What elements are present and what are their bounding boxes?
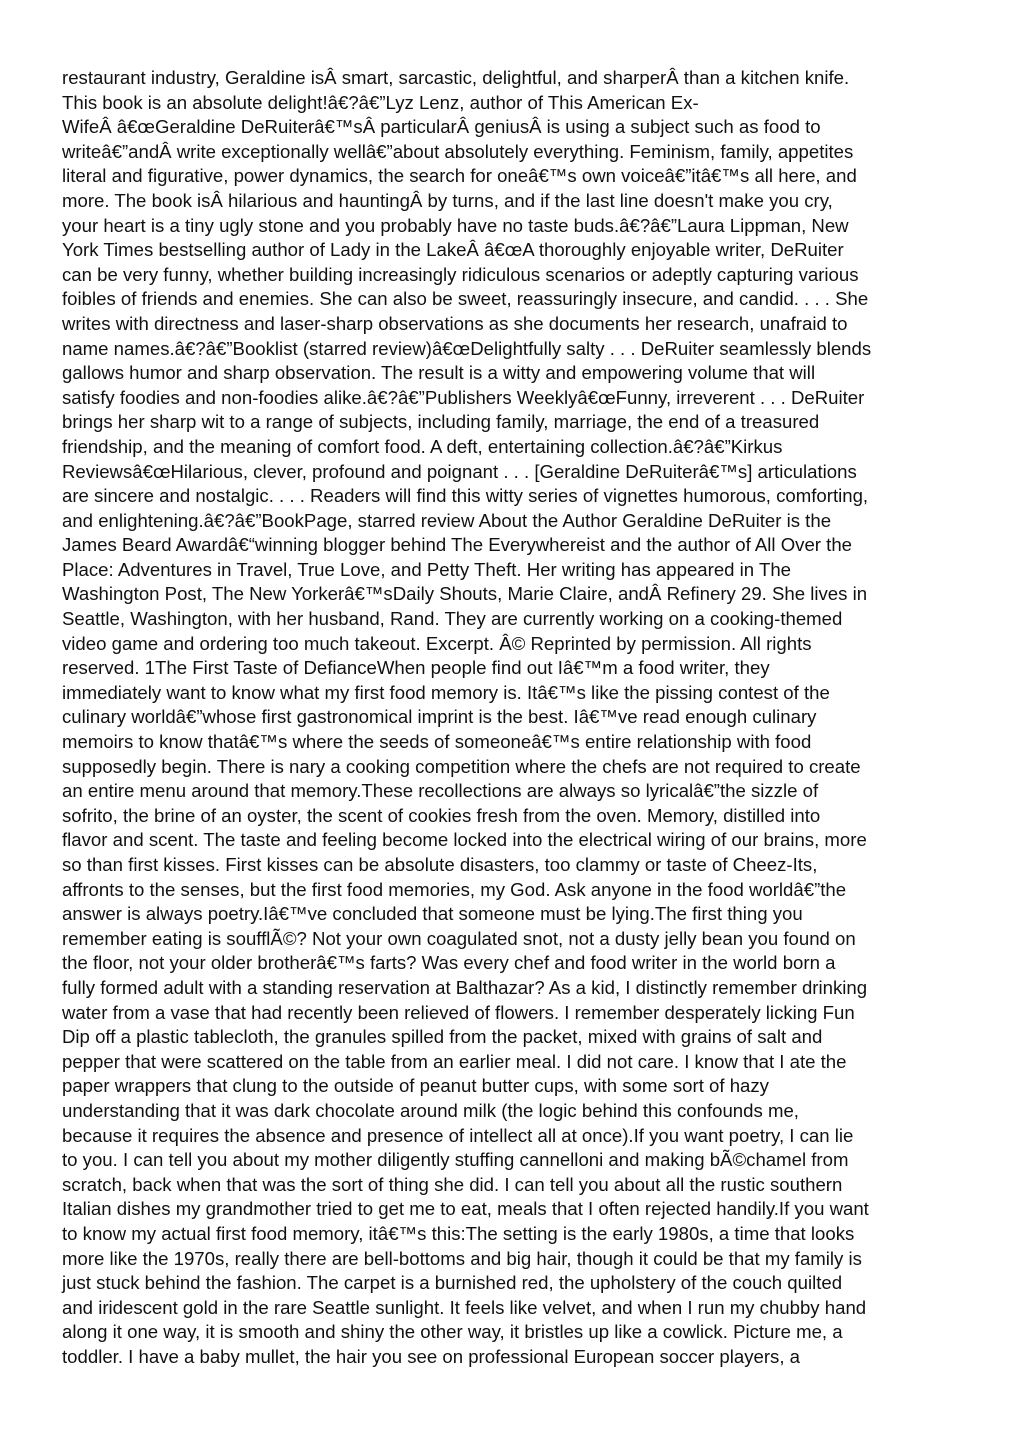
text-line: Reviewsâ€œHilarious, clever, profound and poignant . . . [Geraldine DeRuiterâ€™s] articulations [62, 460, 857, 482]
document-page [62, 66, 972, 1369]
text-line: culinary worldâ€”whose first gastronomical imprint is the best. Iâ€™ve read enough culinary [62, 706, 817, 728]
text-line: restaurant industry, Geraldine isÂ smart, sarcastic, delightful, and sharperÂ than a kitchen knife. [62, 67, 850, 88]
text-line: more. The book isÂ hilarious and hauntingÂ by turns, and if the last line doesn't make you cry, [62, 189, 833, 211]
text-line: an entire menu around that memory.These recollections are always so lyricalâ€”the sizzle of [62, 780, 819, 802]
text-line: so than first kisses. First kisses can be absolute disasters, too clammy or taste of Cheez-Its, [62, 854, 818, 875]
text-line: name names.â€?â€”Booklist (starred review)â€œDelightfully salty . . . DeRuiter seamlessly blends [62, 337, 872, 359]
text-line: York Times bestselling author of Lady in the LakeÂ â€œA thoroughly enjoyable writer, DeRuiter [62, 239, 844, 261]
text-line: reserved. 1The First Taste of DefianceWhen people find out Iâ€™m a food writer, they [62, 657, 770, 679]
text-line: paper wrappers that clung to the outside of peanut butter cups, with some sort of hazy [62, 1075, 769, 1097]
text-line: toddler. I have a baby mullet, the hair you see on professional European soccer players, a [62, 1345, 800, 1367]
text-line: Washington Post, The New Yorkerâ€™sDaily Shouts, Marie Claire, andÂ Refinery 29. She lives in [62, 583, 868, 605]
text-line: more like the 1970s, really there are bell-bottoms and big hair, though it could be that my family is [62, 1247, 862, 1269]
text-line: along it one way, it is smooth and shiny the other way, it bristles up like a cowlick. Picture me, a [62, 1321, 843, 1343]
text-line: memoirs to know thatâ€™s where the seeds of someoneâ€™s entire relationship with food [62, 731, 812, 753]
text-line: and enlightening.â€?â€”BookPage, starred review About the Author Geraldine DeRuiter is the [62, 509, 832, 531]
text-line: fully formed adult with a standing reservation at Balthazar? As a kid, I distinctly remember drinking [62, 976, 868, 998]
text-line: to know my actual first food memory, itâ€™s this:The setting is the early 1980s, a time that looks [62, 1222, 855, 1244]
text-line: video game and ordering too much takeout. Excerpt. Â© Reprinted by permission. All rights [62, 632, 812, 654]
text-line: immediately want to know what my first food memory is. Itâ€™s like the pissing contest of the [62, 681, 830, 703]
text-line: pepper that were scattered on the table from an earlier meal. I did not care. I know that I ate the [62, 1050, 847, 1072]
text-line: literal and figurative, power dynamics, the search for oneâ€™s own voiceâ€”itâ€™s all here, and [62, 165, 857, 187]
text-line: supposedly begin. There is nary a cooking competition where the chefs are not required to create [62, 755, 861, 777]
text-line: friendship, and the meaning of comfort food. A deft, entertaining collection.â€?â€”Kirkus [62, 435, 783, 457]
text-line: the floor, not your older brotherâ€™s farts? Was every chef and food writer in the world born a [62, 952, 836, 974]
text-line: writeâ€”andÂ write exceptionally wellâ€”about absolutely everything. Feminism, family, appetites [62, 140, 854, 162]
text-line: brings her sharp wit to a range of subjects, including family, marriage, the end of a treasured [62, 411, 820, 433]
text-line: writes with directness and laser-sharp observations as she documents her research, unafraid to [62, 312, 848, 334]
text-line: understanding that it was dark chocolate around milk (the logic behind this confounds me, [62, 1099, 799, 1121]
text-line: are sincere and nostalgic. . . . Readers will find this witty series of vignettes humorous, comforting, [62, 485, 869, 507]
text-line: Place: Adventures in Travel, True Love, and Petty Theft. Her writing has appeared in The [62, 558, 792, 580]
text-line: James Beard Awardâ€“winning blogger behind The Everywhereist and the author of All Over the [62, 534, 853, 556]
text-line: WifeÂ â€œGeraldine DeRuiterâ€™sÂ particularÂ geniusÂ is using a subject such as food to [62, 116, 821, 138]
text-line: gallows humor and sharp observation. The result is a witty and empowering volume that will [62, 362, 816, 384]
text-line: Seattle, Washington, with her husband, Rand. They are currently working on a cooking-themed [62, 608, 843, 630]
text-line: your heart is a tiny ugly stone and you probably have no taste buds.â€?â€”Laura Lippman, New [62, 214, 849, 236]
text-line: and iridescent gold in the rare Seattle sunlight. It feels like velvet, and when I run my chubby hand [62, 1296, 867, 1318]
text-line: can be very funny, whether building increasingly ridiculous scenarios or adeptly capturing various [62, 263, 859, 285]
text-line: This book is an absolute delight!â€?â€”Lyz Lenz, author of This American Ex- [62, 91, 699, 113]
text-line: Dip off a plastic tablecloth, the granules spilled from the packet, mixed with grains of salt and [62, 1026, 823, 1048]
text-line: sofrito, the brine of an oyster, the scent of cookies fresh from the oven. Memory, distilled into [62, 804, 821, 826]
text-line: flavor and scent. The taste and feeling become locked into the electrical wiring of our brains, more [62, 829, 867, 851]
text-line: affronts to the senses, but the first food memories, my God. Ask anyone in the food worldâ€”the [62, 878, 847, 900]
text-line: remember eating is soufflÃ©? Not your own coagulated snot, not a dusty jelly bean you found on [62, 927, 856, 949]
text-line: satisfy foodies and non-foodies alike.â€?â€”Publishers Weeklyâ€œFunny, irreverent . . . DeRuiter [62, 386, 865, 408]
text-line: foibles of friends and enemies. She can also be sweet, reassuringly insecure, and candid. . . . She [62, 288, 869, 310]
text-line: scratch, back when that was the sort of thing she did. I can tell you about all the rustic southern [62, 1173, 843, 1195]
text-line: answer is always poetry.Iâ€™ve concluded that someone must be lying.The first thing you [62, 903, 803, 925]
text-line: water from a vase that had recently been relieved of flowers. I remember desperately licking Fun [62, 1001, 855, 1023]
text-line: just stuck behind the fashion. The carpet is a burnished red, the upholstery of the couch quilted [62, 1272, 843, 1294]
text-line: Italian dishes my grandmother tried to get me to eat, meals that I often rejected handily.If you want [62, 1198, 869, 1220]
text-line: because it requires the absence and presence of intellect all at once).If you want poetry, I can lie [62, 1124, 854, 1146]
text-line: to you. I can tell you about my mother diligently stuffing cannelloni and making bÃ©chamel from [62, 1149, 849, 1171]
